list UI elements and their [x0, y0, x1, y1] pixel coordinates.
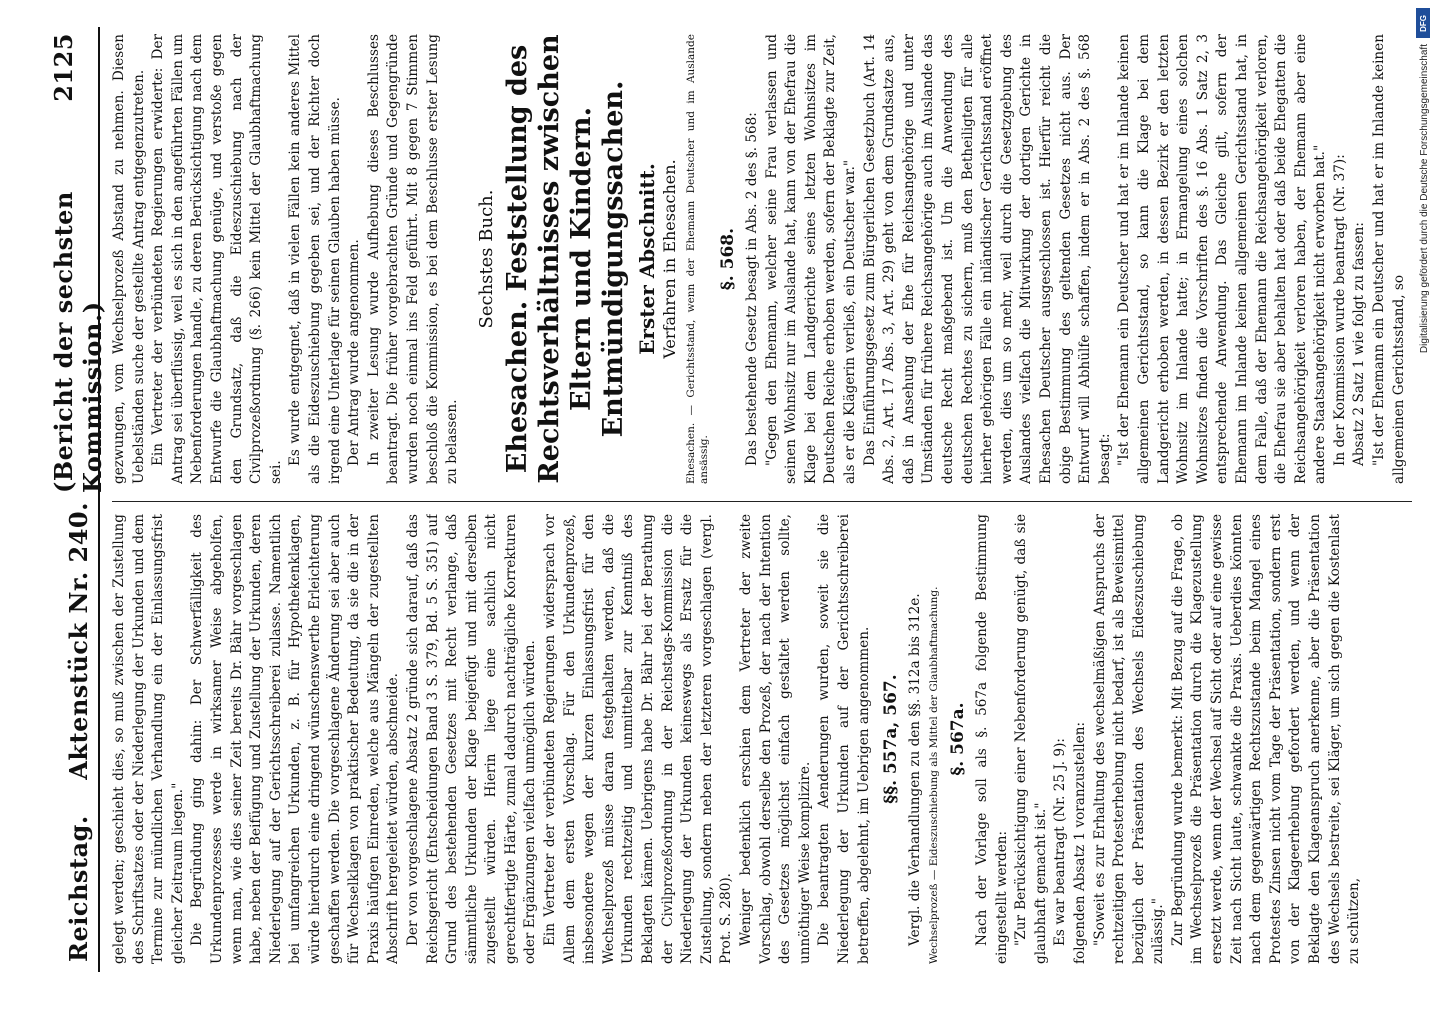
digitization-credit: [1416, 44, 1432, 1034]
paragraph: "Ist der Ehemann ein Deutscher und hat er im Inlande keinen allgemeinen Gerichtsstand, so kann die Klage bei dem Landgericht erhoben werden, in dessen Bezirk er den letzten Wohnsitz im Inlande hatte; in Ermangelung eines solchen Wohnsitzes finden die Vorschriften des §. 16 Abs. 1 Satz 2, 3 entsprechende Anwendung. Das Gleiche gilt, sofern der Ehemann im Inlande keinen allgemeinen Gerichtsstand hat, in dem Falle, daß der Ehemann die Reichsangehörigkeit verloren, die Ehefrau sie aber behalten hat oder daß beide Ehegatten die Reichsangehörigkeit verloren haben, der Ehemann aber eine andere Staatsangehörigkeit nicht erworben hat.": [1116, 34, 1329, 484]
main-title: Ehesachen. Feststellung des Rechtsverhältnisses zwischen Eltern und Kindern. Entmündigungssachen.: [502, 34, 630, 484]
header-bericht: (Bericht der sechsten Kommission.): [49, 191, 107, 493]
dfg-logo-icon: [1416, 8, 1430, 38]
paragraph: "Soweit es zur Erhaltung des wechselmäßigen Anspruchs der rechtzeitigen Protesterhebung nicht bedarf, ist als Beweismittel bezüglich der Präsentation des Wechsels Eideszuschiebung zulässig.": [1091, 514, 1167, 964]
credit-text: Digitalisierung gefördert durch die Deutsche Forschungsgemeinschaft: [1418, 44, 1430, 354]
section-heading: §§. 557a, 567.: [881, 674, 902, 804]
paragraph: Vergl. die Verhandlungen zu den §§. 312a bis 312e.: [906, 593, 923, 946]
paragraph: Die beantragten Aenderungen wurden, soweit sie die Niederlegung der Urkunden auf der Gerichtsschreiberei betreffen, abgelehnt, im Uebrigen angenommen.: [816, 514, 872, 964]
paragraph: "Ist der Ehemann ein Deutscher und hat er im Inlande keinen allgemeinen Gerichtsstand, so: [1371, 34, 1407, 484]
subsection-title: Verfahren in Ehesachen.: [659, 159, 679, 359]
paragraph: In der Kommission wurde beantragt (Nr. 37):: [1331, 154, 1348, 466]
dfg-logo-text: DFG: [1418, 14, 1428, 32]
paragraph: Nach der Vorlage soll als §. 567a folgende Bestimmung eingestellt werden:: [973, 514, 1010, 964]
section-title: Erster Abschnitt.: [635, 163, 660, 355]
paragraph: Die Begründung ging dahin: Der Schwerfälligkeit des Urkundenprozesses werde in wirksamer Weise abgeholfen, wenn man, wie dies seiner Zeit bereits Dr. Bähr vorgeschlagen habe, neben der Beifügung und Zustellung der Urkunden, deren Niederlegung auf der Gerichtsschreiberei zulasse. Namentlich bei umfangreichen Urkunden, z. B. für Hypothekenklagen, würde hierdurch eine dringend wünschenswerthe Erleichterung geschaffen werden. Die vorgeschlagene Änderung sei aber auch für Wechselklagen von praktischer Bedeutung, da sie die in der Praxis häufigen Einreden, welche aus Mängeln der zugestellten Abschrift hergeleitet würden, abschneide.: [189, 514, 402, 964]
paragraph: Zur Begründung wurde bemerkt: Mit Bezug auf die Frage, ob im Wechselprozeß die Präsentation durch die Klagezustellung ersetzt werde, wenn der Wechsel auf Sicht oder auf eine gewisse Zeit nach Sicht laute, schwankte die Praxis. Ueberdies könnten nach dem gegenwärtigen Rechtszustande beim Mangel eines Protestes Zinsen nicht vom Tage der Präsentation, sondern erst von der Klageerhebung gefordert werden, und wenn der Beklagte den Klageanspruch anerkenne, aber die Präsentation des Wechsels bestreite, sei Kläger, um sich gegen die Kostenlast zu schützen,: [1169, 514, 1363, 964]
paragraph: Absatz 2 Satz 1 wie folgt zu fassen:: [1351, 222, 1368, 466]
paragraph: In zweiter Lesung wurde Aufhebung dieses Beschlusses beantragt. Die früher vorgebrachten Gründe und Gegengründe wurden noch einmal ins Feld geführt. Mit 8 gegen 7 Stimmen beschloß die Kommission, es bei dem Beschlusse erster Lesung zu belassen.: [365, 34, 461, 484]
header-aktenstueck: Aktenstück Nr. 240.: [63, 502, 93, 780]
section-heading: §. 567a.: [948, 702, 969, 776]
paragraph: Das bestehende Gesetz besagt in Abs. 2 des §. 568:: [744, 112, 761, 466]
right-column: [110, 34, 1420, 484]
paragraph: Ein Vertreter der verbündeten Regierungen erwiderte: Der Antrag sei überflüssig, weil es sich in den angeführten Fällen um Nebenforderungen handle, zu deren Berücksichtigung nach dem Entwurfe die Glaubhaftmachung genüge, und verstoße gegen den Grundsatz, daß die Eideszuschiebung nach der Civilprozeßordnung (§. 266) kein Mittel der Glaubhaftmachung sei.: [150, 34, 284, 484]
rotated-document-page: [50, 27, 1430, 972]
paragraph: gezwungen, vom Wechselprozeß Abstand zu nehmen. Diesen Uebelständen suche der gestellte Antrag entgegenzutreten.: [111, 34, 147, 484]
header-reichstag: Reichstag.: [63, 815, 93, 962]
paragraph: Der Antrag wurde angenommen.: [346, 239, 363, 466]
paragraph: Es war beantragt (Nr. 25 J. 9):: [1052, 738, 1069, 946]
paragraph: "Gegen den Ehemann, welcher seine Frau verlassen und seinen Wohnsitz nur im Auslande hat, kann von der Ehefrau die Klage bei dem Landgerichte seines letzten Wohnsitzes im Deutschen Reiche erhoben werden, sofern der Beklagte zur Zeit, als er die Klägerin verließ, ein Deutscher war.": [763, 34, 859, 484]
section-heading: §. 568.: [718, 227, 739, 291]
paragraph: folgenden Absatz 1 voranzustellen:: [1071, 721, 1088, 964]
left-column: [110, 514, 1420, 964]
book-title: Sechstes Buch.: [475, 189, 497, 329]
paragraph: Der von vorgeschlagene Absatz 2 gründe sich darauf, daß das Reichsgericht (Entscheidungen Band 3 S. 379, Bd. 5 S. 351) auf Grund des bestehenden Gesetzes mit Recht verlange, daß sämmtliche Urkunden der Klage beigefügt und mit derselben zugestellt würden. Hierin liege eine sachlich nicht gerechtfertigte Härte, zumal dadurch nachträgliche Korrekturen oder Ergänzungen vielfach unmöglich würden.: [404, 514, 539, 964]
paragraph: Weniger bedenklich erschien dem Vertreter der zweite Vorschlag, obwohl derselbe den Prozeß, der nach der Intention des Gesetzes möglichst einfach gestaltet werden sollte, unnöthiger Weise komplizire.: [738, 514, 813, 964]
paragraph: Das Einführungsgesetz zum Bürgerlichen Gesetzbuch (Art. 14 Abs. 2, Art. 17 Abs. 3, Art. 29) geht von dem Grundsatze aus, daß in Ansehung der Ehe für Reichsangehörige und unter Umständen für frühere Reichsangehörige auch im Auslande das deutsche Recht maßgebend ist. Um die Anwendung des deutschen Rechtes zu sichern, muß den Betheiligten für alle hierher gehörigen Fälle ein inländischer Gerichtsstand eröffnet werden, dies um so mehr, weil durch die Gesetzgebung des Auslandes vielfach die Mitwirkung der dortigen Gerichte in Ehesachen Deutscher ausgeschlossen ist. Hierfür reicht die obige Bestimmung des geltenden Gesetzes nicht aus. Der Entwurf will Abhülfe schaffen, indem er in Abs. 2 des §. 568 besagt:: [861, 34, 1113, 484]
page-number: 2125: [49, 33, 78, 102]
paragraph: gelegt werden; geschieht dies, so muß zwischen der Zustellung des Schriftsatzes oder der Niederlegung der Urkunden und dem Termine zur mündlichen Verhandlung ein der Einlassungsfrist gleicher Zeitraum liegen.": [111, 514, 186, 964]
paragraph: Es wurde entgegnet, daß in vielen Fällen kein anderes Mittel als die Eideszuschiebung gegeben sei, und der Richter doch irgend eine Unterlage für seinen Glauben haben müsse.: [287, 34, 343, 484]
paragraph: Ein Vertreter der verbündeten Regierungen widersprach vor Allem dem ersten Vorschlag. Für den Urkundenprozeß, insbesondere wegen der kurzen Einlassungsfrist für den Wechselprozeß müsse daran festgehalten werden, daß die Urkunden rechtzeitig und unmittelbar zur Kenntniß des Beklagten kämen. Uebrigens habe Dr. Bähr bei der Berathung der Civilprozeßordnung in der Reichstags-Kommission die Niederlegung der Urkunden keineswegs als Ersatz für die Zustellung, sondern neben der letzteren vorgeschlagen (vergl. Prot. S. 280).: [542, 514, 735, 964]
margin-note: Ehesachen. — Gerichtsstand, wenn der Ehemann Deutscher und im Auslande ansässig.: [685, 34, 711, 484]
margin-note: Wechselprozeß — Eideszuschiebung als Mittel der Glaubhaftmachung.: [928, 586, 941, 964]
column-divider: [112, 501, 1412, 502]
paragraph: "Zur Berücksichtigung einer Nebenforderung genügt, daß sie glaubhaft gemacht ist.": [1013, 514, 1049, 964]
running-header: [49, 27, 107, 972]
